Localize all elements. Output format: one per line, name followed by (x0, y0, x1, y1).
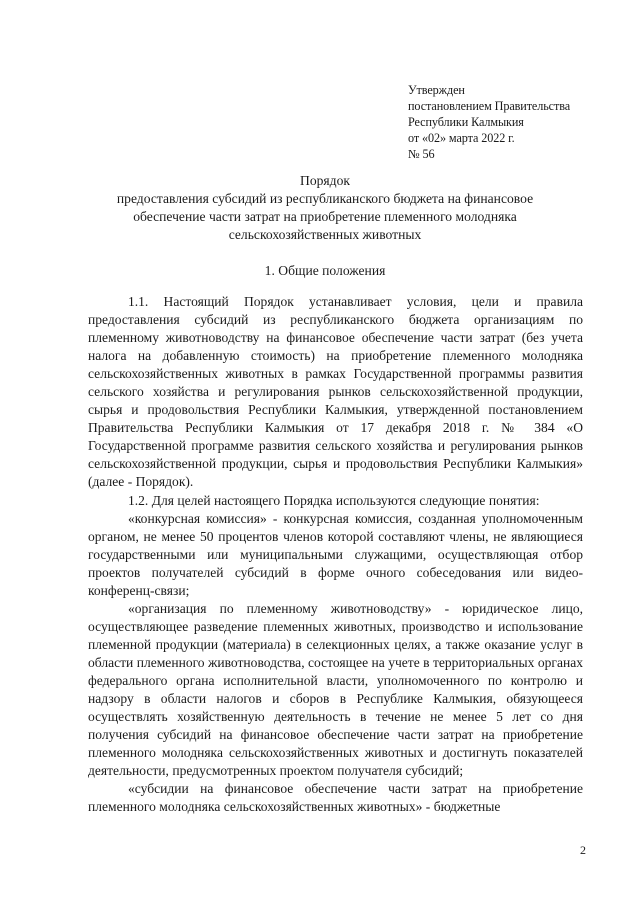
document-title: Порядок (300, 173, 350, 188)
approval-line-5: № 56 (408, 147, 435, 161)
approval-line-2: постановлением Правительства (408, 99, 571, 113)
page-number: 2 (580, 843, 586, 857)
approval-line-3: Республики Калмыкия (408, 115, 524, 129)
definition-subsidies: «субсидии на финансовое обеспечение части затрат на приобретение племенного молодняка сельскохозяйственных животных» - бюджетные (88, 781, 583, 815)
document-subtitle: предоставления субсидий из республиканского бюджета на финансовое обеспечение части затрат на приобретение племенного молодняка сельскохозяйственных животных (116, 191, 534, 242)
approval-line-4: от «02» марта 2022 г. (408, 131, 515, 145)
approval-stamp (408, 82, 570, 162)
definition-breeding-organization: «организация по племенному животноводству» - юридическое лицо, осуществляющее разведение племенных животных, производство и использование племенной продукции (материала) в селекционных целях, а также оказание услуг в области племенного животноводства, состоящее на учете в территориальных органах федерального органа исполнительной власти, уполномоченного по контролю и надзору в области налогов и сборов в Республике Калмыкия, обязующееся осуществлять хозяйственную деятельность в течение не менее 5 лет со дня получения субсидий на финансовое обеспечение части затрат на приобретение племенного молодняка сельскохозяйственных животных и достигнуть показателей деятельности, предусмотренных проектом получателя субсидий; (88, 600, 583, 779)
approval-line-1: Утвержден (408, 83, 465, 97)
document-body (88, 293, 583, 816)
paragraph-1-1: 1.1. Настоящий Порядок устанавливает условия, цели и правила предоставления субсидий из республиканского бюджета организациям по племенному животноводству на финансовое обеспечение части затрат (без учета налога на добавленную стоимость) на приобретение племенного молодняка сельскохозяйственных животных в рамках Государственной программы развития сельского хозяйства и регулирования рынков сельскохозяйственной продукции, сырья и продовольствия Республики Калмыкия, утвержденной постановлением Правительства Республики Калмыкия от 17 декабря 2018 г. № 384 «О Государственной программе развития сельского хозяйства и регулирования рынков сельскохозяйственной продукции, сырья и продовольствия Республики Калмыкия» (далее - Порядок). (88, 294, 583, 490)
section-heading: 1. Общие положения (264, 263, 386, 278)
definition-competition-commission: «конкурсная комиссия» - конкурсная комиссия, созданная уполномоченным органом, не менее 50 процентов членов которой составляют члены, не являющиеся государственными или муниципальными служащими, осуществляющая отбор проектов получателей субсидий в форме очного собеседования или видео-конференц-связи; (88, 510, 583, 598)
paragraph-1-2: 1.2. Для целей настоящего Порядка используются следующие понятия: (128, 492, 540, 508)
